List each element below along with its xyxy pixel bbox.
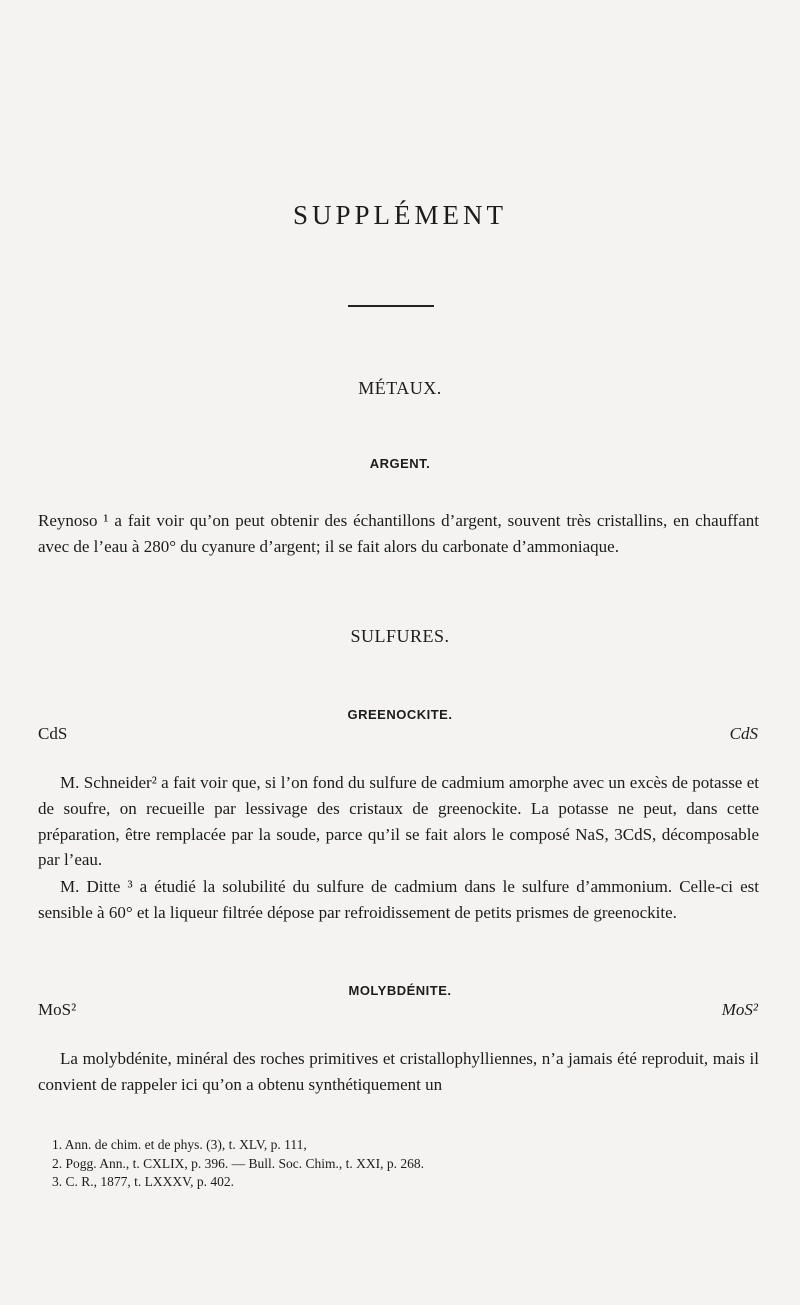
molybdenite-formula-right: MoS² bbox=[721, 1000, 758, 1019]
title-rule bbox=[348, 305, 434, 307]
subheading-greenockite: GREENOCKITE. bbox=[347, 707, 453, 722]
greenockite-formula-right: CdS bbox=[729, 724, 758, 743]
paragraph-ditte: M. Ditte ³ a étudié la solubilité du sulfure de cadmium dans le sulfure d’ammonium. Celle-ci est sensible à 60° et la liqueur filtrée dépose par refroidissement de petits prismes de greenockite. bbox=[38, 877, 759, 922]
paragraph-argent: Reynoso ¹ a fait voir qu’on peut obtenir des échantillons d’argent, souvent très cristallins, en chauffant avec de l’eau à 280° du cyanure d’argent; il se fait alors du carbonate d’ammoniaque. bbox=[38, 511, 759, 556]
footnote-1: 1. Ann. de chim. et de phys. (3), t. XLV, p. 111, bbox=[52, 1137, 307, 1152]
molybdenite-formula-left: MoS² bbox=[38, 1000, 77, 1019]
footnote-2: 2. Pogg. Ann., t. CXLIX, p. 396. — Bull. Soc. Chim., t. XXI, p. 268. bbox=[52, 1155, 425, 1171]
footnote-3: 3. C. R., 1877, t. LXXXV, p. 402. bbox=[52, 1174, 235, 1189]
page-title: SUPPLÉMENT bbox=[292, 200, 508, 230]
subheading-argent: ARGENT. bbox=[369, 456, 431, 471]
paragraph-schneider: M. Schneider² a fait voir que, si l’on fond du sulfure de cadmium amorphe avec un excès de potasse et de soufre, on recueille par lessivage des cristaux de greenockite. La potasse ne peut, dans cette préparation, être remplacée par la soude, parce qu’il se fait alors le composé NaS, 3CdS, décomposable par l’eau. bbox=[38, 773, 759, 870]
greenockite-formula-left: CdS bbox=[38, 724, 68, 743]
section-heading-metaux: MÉTAUX. bbox=[358, 378, 442, 398]
paragraph-molybdenite: La molybdénite, minéral des roches primitives et cristallophylliennes, n’a jamais été reproduit, mais il convient de rappeler ici qu’on a obtenu synthétiquement un bbox=[38, 1049, 759, 1094]
footnotes bbox=[52, 1136, 752, 1192]
section-heading-sulfures: SULFURES. bbox=[350, 626, 450, 646]
subheading-molybdenite: MOLYBDÉNITE. bbox=[348, 983, 452, 998]
